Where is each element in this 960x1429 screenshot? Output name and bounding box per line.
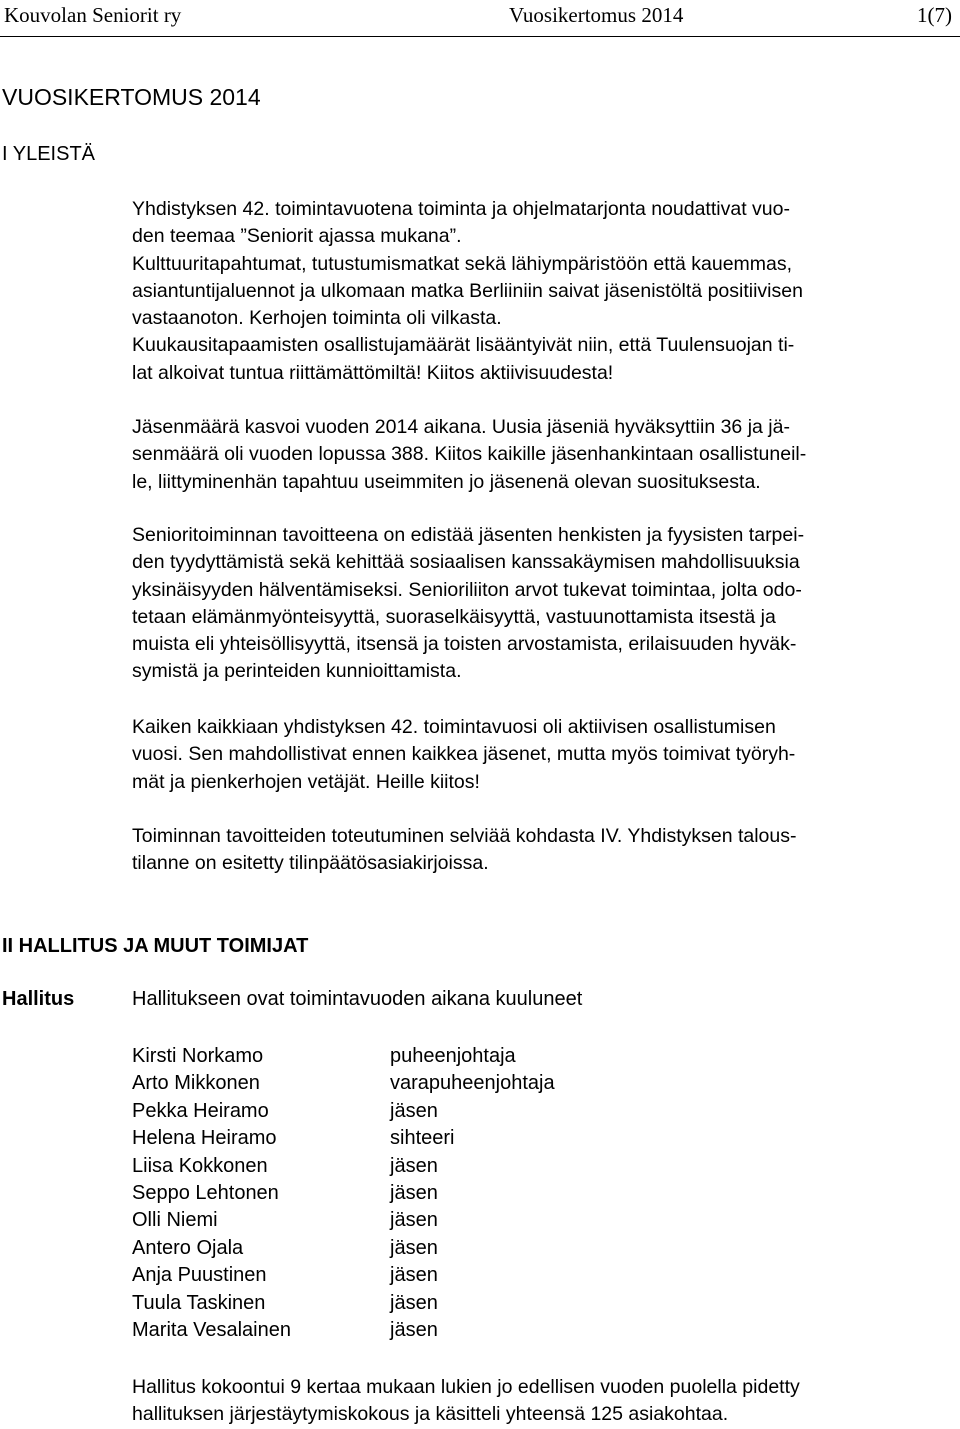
- text-line: Kuukausitapaamisten osallistujamäärät lisääntyivät niin, että Tuulensuojan ti-: [132, 334, 795, 357]
- paragraph: [132, 823, 952, 878]
- text-line: tilanne on esitetty tilinpäätösasiakirjoissa.: [132, 852, 489, 875]
- paragraph: [132, 1374, 952, 1429]
- text-line: Jäsenmäärä kasvoi vuoden 2014 aikana. Uusia jäseniä hyväksyttiin 36 ja jä-: [132, 416, 790, 438]
- text-line: le, liittyminenhän tapahtuu useimmiten jo jäsenenä olevan suosituksesta.: [132, 470, 761, 493]
- member-role: jäsen: [390, 1318, 438, 1341]
- member-role: puheenjohtaja: [390, 1045, 516, 1067]
- section-heading-board: II HALLITUS JA MUUT TOIMIJAT: [2, 935, 309, 957]
- member-name: Liisa Kokkonen: [132, 1154, 268, 1177]
- text-line: den teemaa ”Seniorit ajassa mukana”.: [132, 225, 462, 248]
- text-line: lat alkoivat tuntua riittämättömiltä! Kiitos aktiivisuudesta!: [132, 361, 614, 384]
- member-name: Antero Ojala: [132, 1236, 244, 1259]
- member-name: Marita Vesalainen: [132, 1318, 291, 1341]
- text-line: Kulttuuritapahtumat, tutustumismatkat sekä lähiympäristöön että kauemmas,: [132, 252, 793, 275]
- member-role: jäsen: [390, 1099, 438, 1122]
- text-line: mät ja pienkerhojen vetäjät. Heille kiitos!: [132, 770, 480, 793]
- header-rule: [0, 36, 960, 37]
- member-name: Pekka Heiramo: [132, 1099, 269, 1122]
- member-role: varapuheenjohtaja: [390, 1072, 555, 1095]
- member-name: Kirsti Norkamo: [132, 1045, 264, 1067]
- member-role: jäsen: [390, 1236, 438, 1259]
- paragraph: [132, 196, 952, 387]
- header-organization: Kouvolan Seniorit ry: [4, 3, 182, 27]
- document-title: VUOSIKERTOMUS 2014: [2, 84, 261, 110]
- board-member-row: [132, 1180, 652, 1207]
- text-line: vuosi. Sen mahdollistivat ennen kaikkea jäsenet, mutta myös toimivat työryh-: [132, 743, 796, 766]
- text-line: yksinäisyyden hälventämiseksi. Senioriliiton arvot tukevat toimintaa, jolta odo-: [132, 578, 802, 601]
- text-line: asiantuntijaluennot ja ulkomaan matka Berliiniin saivat jäsenistöltä positiivisen: [132, 279, 803, 302]
- member-role: jäsen: [390, 1181, 438, 1204]
- header-document-title: Vuosikertomus 2014: [509, 3, 684, 27]
- board-member-row: [132, 1098, 652, 1125]
- paragraph: [132, 714, 952, 796]
- page-header: [0, 0, 960, 36]
- member-role: jäsen: [390, 1209, 438, 1232]
- text-line: vastaanoton. Kerhojen toiminta oli vilkasta.: [132, 307, 502, 330]
- text-line: senmäärä oli vuoden lopussa 388. Kiitos kaikille jäsenhankintaan osallistuneil-: [132, 443, 807, 466]
- text-line: muista eli yhteisöllisyyttä, itsensä ja toisten arvostamista, erilaisuuden hyväk-: [132, 633, 797, 656]
- header-page-number: 1(7): [917, 3, 952, 27]
- member-name: Arto Mikkonen: [132, 1072, 260, 1095]
- member-role: jäsen: [390, 1154, 438, 1177]
- board-member-row: [132, 1290, 652, 1317]
- board-member-row: [132, 1153, 652, 1180]
- board-intro: Hallitukseen ovat toimintavuoden aikana kuuluneet: [132, 988, 583, 1010]
- member-role: jäsen: [390, 1291, 438, 1314]
- text-line: den tyydyttämistä sekä kehittää sosiaalisen kanssakäymisen mahdollisuuksia: [132, 551, 800, 574]
- text-line: hallituksen järjestäytymiskokous ja käsitteli yhteensä 125 asiakohtaa.: [132, 1403, 729, 1426]
- text-line: symistä ja perinteiden kunnioittamista.: [132, 660, 462, 683]
- member-name: Seppo Lehtonen: [132, 1181, 279, 1204]
- paragraph: [132, 522, 952, 686]
- board-member-row: [132, 1125, 652, 1152]
- text-line: Hallitus kokoontui 9 kertaa mukaan lukien jo edellisen vuoden puolella pidetty: [132, 1376, 800, 1398]
- board-member-row: [132, 1207, 652, 1234]
- board-label: Hallitus: [2, 988, 75, 1010]
- text-line: Senioritoiminnan tavoitteena on edistää jäsenten henkisten ja fyysisten tarpei-: [132, 524, 805, 546]
- member-role: jäsen: [390, 1264, 438, 1287]
- paragraph: [132, 414, 952, 496]
- board-member-row: [132, 1235, 652, 1262]
- text-line: Toiminnan tavoitteiden toteutuminen selviää kohdasta IV. Yhdistyksen talous-: [132, 825, 797, 847]
- board-member-list: [132, 1043, 652, 1344]
- member-name: Helena Heiramo: [132, 1127, 277, 1150]
- board-member-row: [132, 1070, 652, 1097]
- member-role: sihteeri: [390, 1127, 455, 1150]
- board-member-row: [132, 1262, 652, 1289]
- text-line: Kaiken kaikkiaan yhdistyksen 42. toimintavuosi oli aktiivisen osallistumisen: [132, 716, 776, 738]
- text-line: tetaan elämänmyönteisyyttä, suoraselkäisyyttä, vastuunottamista itsestä ja: [132, 605, 776, 628]
- member-name: Tuula Taskinen: [132, 1291, 266, 1314]
- member-name: Anja Puustinen: [132, 1264, 267, 1287]
- section-heading-general: I YLEISTÄ: [2, 143, 96, 165]
- board-member-row: [132, 1043, 652, 1070]
- board-member-row: [132, 1317, 652, 1344]
- member-name: Olli Niemi: [132, 1209, 218, 1232]
- text-line: Yhdistyksen 42. toimintavuotena toiminta ja ohjelmatarjonta noudattivat vuo-: [132, 198, 790, 220]
